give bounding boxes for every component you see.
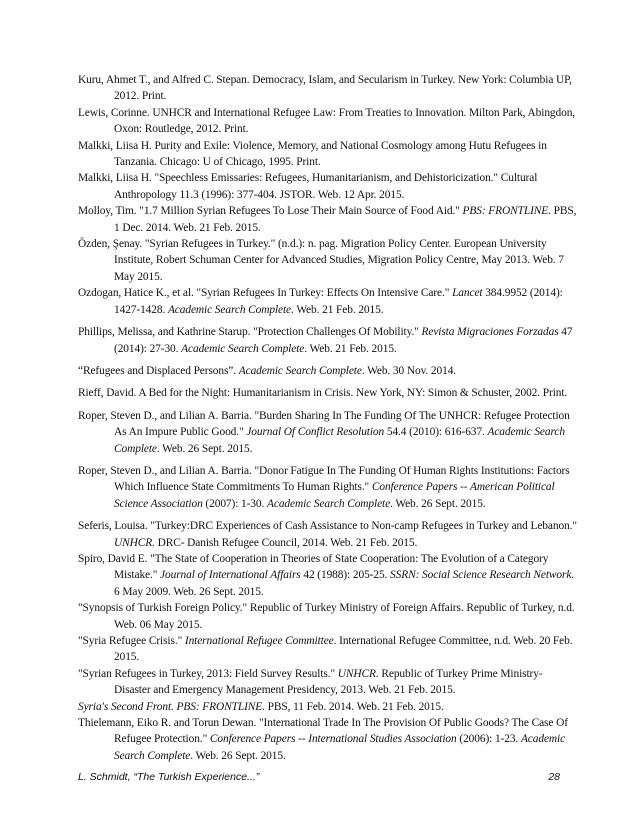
page-number: 28 (548, 771, 560, 783)
reference-title-italic: Revista Migraciones Forzadas (421, 326, 559, 339)
reference-text: . PBS, 1 Dec. 2014. Web. 21 Feb. 2015. (114, 205, 577, 234)
reference-title-italic: Lancet (452, 287, 483, 300)
reference-text: . Web. 21 Feb. 2015. (291, 303, 384, 316)
reference-text: . Web. 26 Sept. 2015. (156, 442, 253, 455)
reference-entry (78, 324, 578, 357)
reference-text: Roper, Steven D., and Lilian A. Barria. "Donor Fatigue In The Funding Of Human Rights Institutions: Factors Which Influence State Commitments To Human Rights." (78, 464, 570, 494)
reference-title-italic: Journal of International Affairs (160, 569, 301, 582)
reference-title-italic: Academic Search Complete (267, 497, 391, 510)
reference-title-italic: Conference Papers -- International Studies Association (209, 733, 457, 746)
reference-title-italic: Conference Papers -- American Political Science Association (114, 481, 555, 510)
reference-entry (78, 633, 578, 666)
reference-title-italic: International Refugee Committee (184, 635, 334, 647)
reference-text: Malkki, Liisa H. "Speechless Emissaries: Refugees, Humanitarianism, and Dehistoricization." Cultural Anthropology 11.3 (1996): 377-404. JSTOR. Web. 12 Apr. 2015. (78, 172, 538, 201)
page-footer (78, 771, 560, 783)
reference-text: Phillips, Melissa, and Kathrine Starup. "Protection Challenges Of Mobility." (78, 326, 422, 339)
reference-entry (78, 463, 578, 512)
reference-text: Thielemann, Eiko R. and Torun Dewan. "International Trade In The Provision Of Public Goods? The Case Of Refugee Protection." (78, 717, 568, 746)
reference-text: Spiro, David E. "The State of Cooperation in Theories of State Cooperation: The Evolution of a Category Mistake." (78, 552, 549, 582)
reference-entry (78, 72, 578, 105)
reference-title-italic: Academic Search Complete (238, 364, 362, 377)
reference-entry (78, 699, 578, 715)
reference-entry (78, 285, 578, 318)
reference-text: Malkki, Liisa H. Purity and Exile: Violence, Memory, and National Cosmology among Hutu Refugees in Tanzania. Chicago: U of Chicago, 1995. Print. (78, 139, 547, 169)
reference-text: . Web. 30 Nov. 2014. (361, 364, 457, 377)
reference-entry (78, 236, 578, 285)
reference-text: "Synopsis of Turkish Foreign Policy." Republic of Turkey Ministry of Foreign Affairs. Republic of Turkey, n.d. Web. 06 May 2015. (78, 602, 575, 631)
reference-text: . Web. 21 Feb. 2015. (304, 342, 397, 355)
reference-entry (78, 363, 578, 379)
reference-title-italic: Academic Search Complete (114, 426, 565, 455)
reference-title-italic: Academic Search Complete (167, 303, 292, 316)
reference-entry (78, 385, 578, 401)
reference-title-italic: SSRN: Social Science Research Network (390, 569, 572, 582)
reference-text: Seferis, Louisa. "Turkey:DRC Experiences of Cash Assistance to Non-camp Refugees in Turkey and Lebanon." (78, 520, 577, 533)
running-head: L. Schmidt, “The Turkish Experience...” (78, 771, 260, 783)
reference-text: . Republic of Turkey Prime Ministry- Disaster and Emergency Management Presidency, 2013. Web. 21 Feb. 2015. (114, 667, 543, 697)
reference-title-italic: UNHCR (114, 536, 153, 549)
reference-text: 54.4 (2010): 616-637. (384, 426, 488, 439)
reference-text: "Syria Refugee Crisis." (78, 635, 185, 647)
reference-text: . International Refugee Committee, n.d. Web. 20 Feb. 2015. (114, 635, 573, 664)
reference-title-italic: Journal Of Conflict Resolution (246, 426, 385, 439)
reference-text: 42 (1988): 205-25. (300, 569, 391, 582)
reference-title-italic: Syria's Second Front. PBS: FRONTLINE (78, 700, 263, 713)
reference-title-italic: Academic Search Complete (181, 342, 305, 355)
reference-text: Molloy, Tim. "1.7 Million Syrian Refugees To Lose Their Main Source of Food Aid." (78, 205, 463, 218)
reference-entry (78, 138, 578, 171)
reference-text: Roper, Steven D., and Lilian A. Barria. "Burden Sharing In The Funding Of The UNHCR: Refugee Protection As An Impure Public Good." (78, 409, 570, 439)
reference-title-italic: UNHCR (337, 667, 376, 680)
reference-text: . DRC- Danish Refugee Council, 2014. Web. 21 Feb. 2015. (152, 536, 418, 549)
reference-entry (78, 408, 578, 457)
reference-text: 47 (2014): 27-30. (114, 326, 573, 355)
reference-entry (78, 551, 578, 600)
reference-text: . 6 May 2009. Web. 26 Sept. 2015. (114, 569, 575, 598)
reference-text: “Refugees and Displaced Persons”. (78, 364, 239, 377)
reference-title-italic: Academic Search Complete (114, 733, 566, 762)
works-cited-list (78, 72, 578, 764)
reference-entry (78, 600, 578, 633)
reference-text: (2007): 1-30. (202, 497, 267, 510)
reference-entry (78, 105, 578, 138)
reference-text: Ozdogan, Hatice K., et al. "Syrian Refugees In Turkey: Effects On Intensive Care." (78, 287, 453, 300)
reference-text: "Syrian Refugees in Turkey, 2013: Field Survey Results." (78, 667, 338, 680)
reference-text: 384.9952 (2014): 1427-1428. (114, 287, 563, 316)
reference-text: . Web. 26 Sept. 2015. (190, 749, 286, 762)
reference-text: Özden, Şenay. "Syrian Refugees in Turkey." (n.d.): n. pag. Migration Policy Center. European University Institute, Robert Schuman Center for Advanced Studies, Migration Policy Centre, May 2013. Web. 7 May 2015. (78, 238, 564, 283)
reference-entry (78, 170, 578, 203)
reference-text: . Web. 26 Sept. 2015. (390, 497, 486, 510)
reference-entry (78, 518, 578, 551)
reference-text: Lewis, Corinne. UNHCR and International Refugee Law: From Treaties to Innovation. Milton Park, Abingdon, Oxon: Routledge, 2012. Print. (78, 106, 576, 136)
reference-text: . PBS, 11 Feb. 2014. Web. 21 Feb. 2015. (262, 700, 444, 713)
reference-entry (78, 666, 578, 699)
reference-text: Kuru, Ahmet T., and Alfred C. Stepan. Democracy, Islam, and Secularism in Turkey. New York: Columbia UP, 2012. Print. (78, 74, 572, 103)
reference-text: Rieff, David. A Bed for the Night: Humanitarianism in Crisis. New York, NY: Simon & Schuster, 2002. Print. (78, 387, 568, 400)
reference-text: (2006): 1-23. (456, 733, 521, 746)
reference-entry (78, 203, 578, 236)
reference-entry (78, 715, 578, 764)
reference-title-italic: PBS: FRONTLINE (462, 205, 549, 218)
